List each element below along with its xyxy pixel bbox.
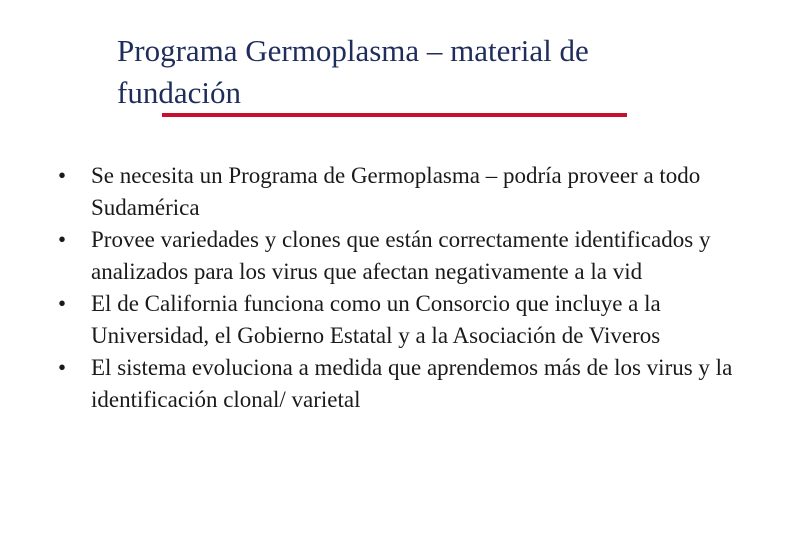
bullet-icon: • (58, 355, 67, 380)
bullet-item (58, 288, 758, 352)
bullet-text: El sistema evoluciona a medida que aprendemos más de los virus y la identificación clonal/ varietal (91, 355, 733, 412)
slide-title: Programa Germoplasma – material de fundación (117, 33, 589, 110)
bullet-icon: • (58, 227, 67, 252)
bullet-item (58, 352, 758, 416)
bullet-text: Se necesita un Programa de Germoplasma – podría proveer a todo Sudamérica (91, 163, 701, 220)
bullet-item (58, 160, 758, 224)
bullet-item (58, 224, 758, 288)
bullet-text: El de California funciona como un Consorcio que incluye a la Universidad, el Gobierno Estatal y a la Asociación de Viveros (91, 291, 661, 348)
bullet-icon: • (58, 163, 67, 188)
bullet-text: Provee variedades y clones que están correctamente identificados y analizados para los virus que afectan negativamente a la vid (91, 227, 711, 284)
bullet-list (58, 160, 758, 416)
title-underline (162, 113, 627, 117)
bullet-icon: • (58, 291, 67, 316)
